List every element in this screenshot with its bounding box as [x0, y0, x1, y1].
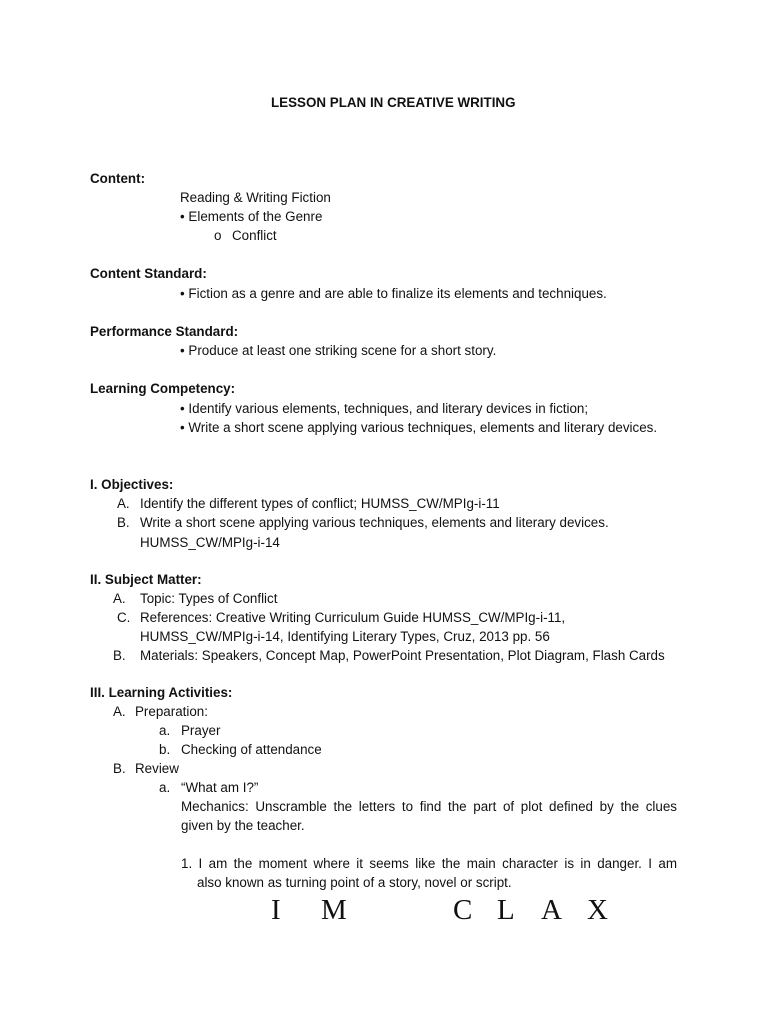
scramble-letter: M	[321, 894, 347, 926]
subject-matter-text: References: Creative Writing Curriculum Guide HUMSS_CW/MPIg-i-11,	[140, 610, 566, 625]
subject-matter-marker: B.	[113, 648, 126, 663]
content-sub-item: Conflict	[232, 228, 277, 243]
learning-competency-bullet: • Identify various elements, techniques, and literary devices in fiction;	[180, 401, 589, 416]
content-heading: Content:	[90, 171, 146, 186]
content-bullet: • Elements of the Genre	[180, 209, 323, 224]
preparation-item-marker: b.	[159, 742, 171, 757]
learning-competency-heading: Learning Competency:	[90, 381, 236, 396]
objective-text: Write a short scene applying various techniques, elements and literary devices.	[140, 515, 609, 530]
content-line: Reading & Writing Fiction	[180, 190, 331, 205]
objective-marker: A.	[117, 496, 130, 511]
scramble-letter: X	[587, 894, 608, 926]
subject-matter-heading: II. Subject Matter:	[90, 572, 202, 587]
preparation-marker: A.	[113, 704, 126, 719]
content-sub-marker: o	[214, 228, 222, 243]
learning-competency-bullet: • Write a short scene applying various techniques, elements and literary devices.	[180, 420, 658, 435]
objective-text-continued: HUMSS_CW/MPIg-i-14	[140, 535, 280, 550]
learning-activities-heading: III. Learning Activities:	[90, 685, 233, 700]
review-activity-title: “What am I?”	[181, 780, 259, 795]
review-activity-marker: a.	[159, 780, 171, 795]
review-clue: 1. I am the moment where it seems like the main character is in danger. I am	[181, 856, 677, 871]
review-mechanics-continued: given by the teacher.	[181, 818, 305, 833]
subject-matter-marker: C.	[117, 610, 131, 625]
page-title: LESSON PLAN IN CREATIVE WRITING	[271, 95, 516, 110]
scramble-letter: I	[271, 894, 281, 926]
preparation-item: Prayer	[181, 723, 221, 738]
objectives-heading: I. Objectives:	[90, 477, 174, 492]
subject-matter-text: Topic: Types of Conflict	[140, 591, 278, 606]
content-standard-bullet: • Fiction as a genre and are able to finalize its elements and techniques.	[180, 286, 607, 301]
performance-standard-bullet: • Produce at least one striking scene for a short story.	[180, 343, 497, 358]
review-label: Review	[135, 761, 179, 776]
preparation-label: Preparation:	[135, 704, 208, 719]
review-marker: B.	[113, 761, 126, 776]
scramble-letter: C	[453, 894, 473, 926]
objective-marker: B.	[117, 515, 130, 530]
scramble-letter: A	[541, 894, 562, 926]
content-standard-heading: Content Standard:	[90, 266, 207, 281]
objective-text: Identify the different types of conflict; HUMSS_CW/MPIg-i-11	[140, 496, 500, 511]
scramble-letter: L	[497, 894, 515, 926]
subject-matter-text-continued: HUMSS_CW/MPIg-i-14, Identifying Literary Types, Cruz, 2013 pp. 56	[140, 629, 550, 644]
review-mechanics: Mechanics: Unscramble the letters to find the part of plot defined by the clues	[181, 799, 677, 814]
review-clue-continued: also known as turning point of a story, novel or script.	[197, 875, 512, 890]
subject-matter-marker: A.	[113, 591, 126, 606]
subject-matter-text: Materials: Speakers, Concept Map, PowerPoint Presentation, Plot Diagram, Flash Cards	[140, 648, 665, 663]
preparation-item: Checking of attendance	[181, 742, 322, 757]
preparation-item-marker: a.	[159, 723, 171, 738]
performance-standard-heading: Performance Standard:	[90, 324, 239, 339]
